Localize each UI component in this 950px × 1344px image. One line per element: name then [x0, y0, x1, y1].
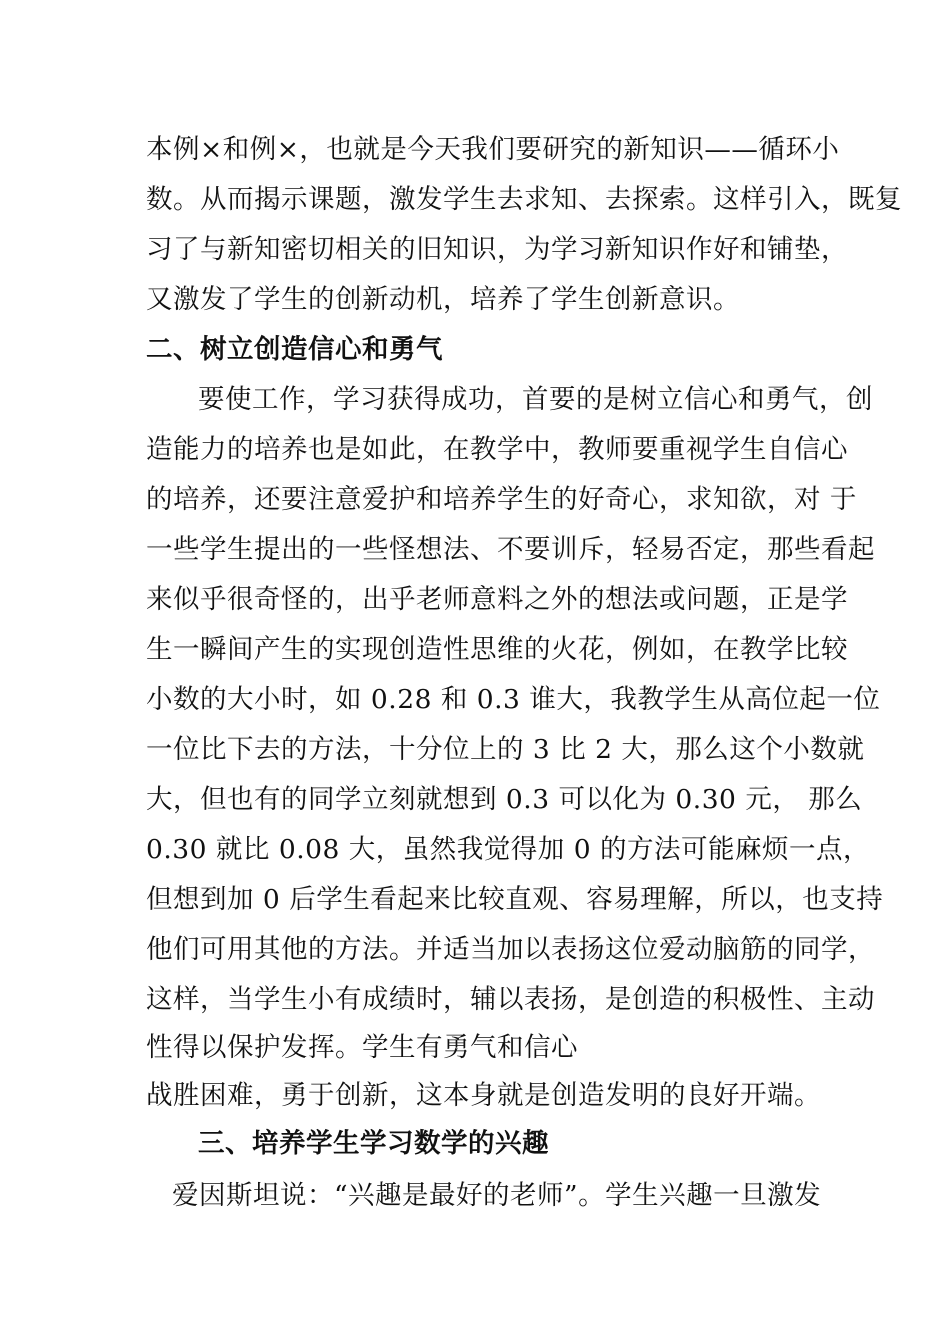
text-line: 这样，当学生小有成绩时，辅以表扬，是创造的积极性、主动 — [146, 984, 875, 1015]
text-line: 性得以保护发挥。学生有勇气和信心 — [146, 1032, 578, 1063]
text-line: 本例×和例×，也就是今天我们要研究的新知识——循环小 — [146, 134, 840, 165]
text-line: 习了与新知密切相关的旧知识，为学习新知识作好和铺垫， — [146, 234, 848, 265]
text-line: 生一瞬间产生的实现创造性思维的火花，例如，在教学比较 — [146, 634, 848, 665]
text-line: 小数的大小时，如 0.28 和 0.3 谁大，我教学生从高位起一位 — [146, 684, 881, 715]
text-line: 他们可用其他的方法。并适当加以表扬这位爱动脑筋的同学， — [146, 934, 875, 965]
section-heading: 三、培养学生学习数学的兴趣 — [198, 1128, 549, 1159]
text-line: 的培养，还要注意爱护和培养学生的好奇心，求知欲，对 于 — [146, 484, 857, 515]
text-line: 要使工作，学习获得成功，首要的是树立信心和勇气，创 — [198, 384, 873, 415]
text-line: 来似乎很奇怪的，出乎老师意料之外的想法或问题，正是学 — [146, 584, 848, 615]
text-line: 爱因斯坦说：“兴趣是最好的老师”。学生兴趣一旦激发 — [172, 1180, 822, 1211]
text-line: 造能力的培养也是如此，在教学中，教师要重视学生自信心 — [146, 434, 848, 465]
text-line: 战胜困难，勇于创新，这本身就是创造发明的良好开端。 — [146, 1080, 821, 1111]
text-line: 但想到加 0 后学生看起来比较直观、容易理解，所以，也支持 — [146, 884, 884, 915]
text-line: 大，但也有的同学立刻就想到 0.3 可以化为 0.30 元， 那么 — [146, 784, 863, 815]
section-heading: 二、树立创造信心和勇气 — [146, 334, 443, 365]
text-line: 0.30 就比 0.08 大，虽然我觉得加 0 的方法可能麻烦一点， — [146, 834, 870, 865]
text-line: 一些学生提出的一些怪想法、不要训斥，轻易否定，那些看起 — [146, 534, 875, 565]
text-line: 一位比下去的方法，十分位上的 3 比 2 大，那么这个小数就 — [146, 734, 865, 765]
text-line: 又激发了学生的创新动机，培养了学生创新意识。 — [146, 284, 740, 315]
text-line: 数。从而揭示课题，激发学生去求知、去探索。这样引入，既复 — [146, 184, 902, 215]
